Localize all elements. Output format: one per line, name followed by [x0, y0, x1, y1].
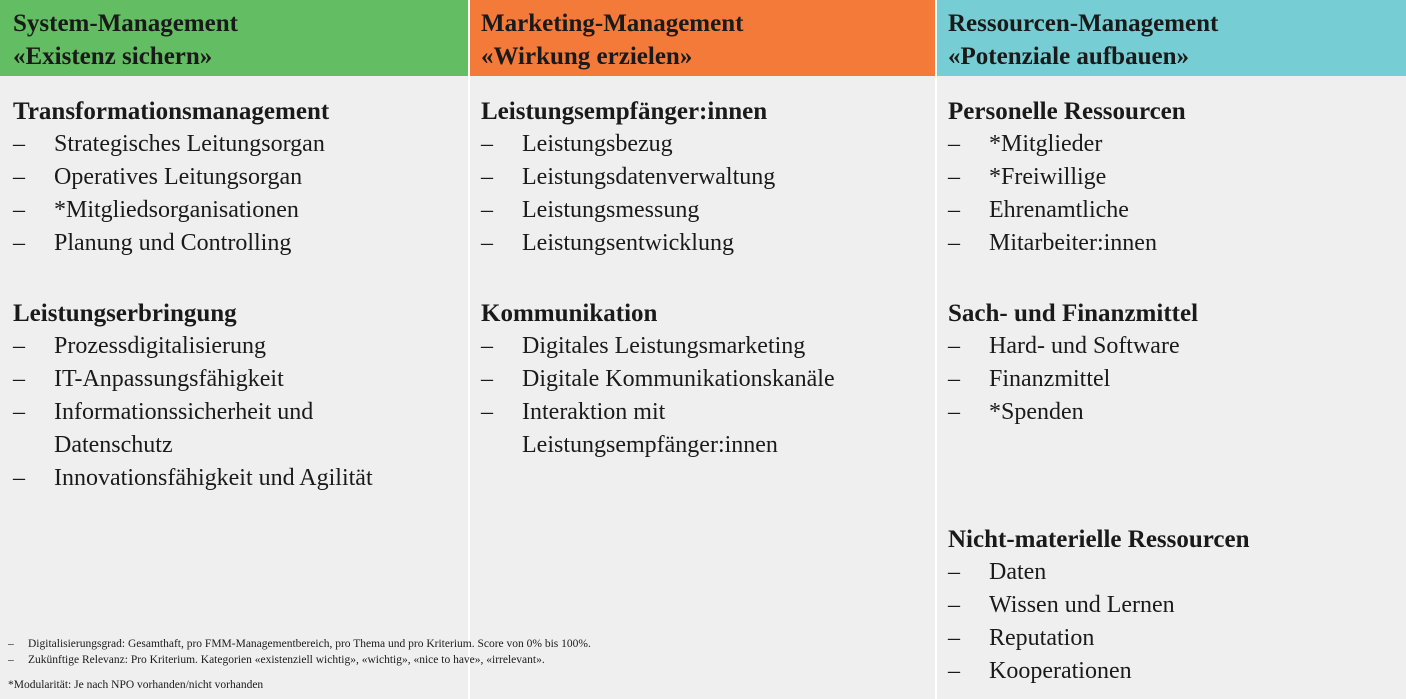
- column-ressourcen-management: [937, 0, 1406, 699]
- list-item: – Operatives Leitungsorgan: [13, 164, 303, 190]
- item-list: [13, 330, 373, 495]
- list-item: – Leistungsbezug: [481, 131, 673, 157]
- modularity-note: *Modularität: Je nach NPO vorhanden/nicht vorhanden: [8, 679, 264, 691]
- list-item: – *Mitgliedsorganisationen: [13, 197, 299, 223]
- list-item: – *Spenden: [948, 399, 1084, 425]
- section-kommunikation: [481, 297, 835, 462]
- section-title: Kommunikation: [481, 300, 658, 327]
- list-item: – Hard- und Software: [948, 333, 1180, 359]
- column-system-management: [0, 0, 468, 699]
- header-title: Ressourcen-Management: [948, 10, 1219, 37]
- footnote: – Zukünftige Relevanz: Pro Kriterium. Kategorien «existenziell wichtig», «wichtig», «nice to have», «irrelevant».: [8, 654, 545, 666]
- section-title: Sach- und Finanzmittel: [948, 300, 1199, 327]
- item-list: [948, 128, 1400, 260]
- section-title: Transformationsmanagement: [13, 98, 330, 125]
- item-list: [481, 330, 835, 462]
- list-item: – Planung und Controlling: [13, 230, 292, 256]
- item-list: [481, 128, 929, 260]
- column-header: [0, 0, 468, 76]
- section-nicht-materielle-ressourcen: [948, 523, 1400, 688]
- section-title: Leistungserbringung: [13, 300, 237, 327]
- footnote: – Digitalisierungsgrad: Gesamthaft, pro FMM-Managementbereich, pro Thema und pro Kriterium. Score von 0% bis 100%.: [8, 638, 591, 650]
- list-item: – Leistungsmessung: [481, 197, 700, 223]
- list-item: – IT-Anpassungsfähigkeit: [13, 366, 284, 392]
- list-item: – Ehrenamtliche: [948, 197, 1129, 223]
- header-subtitle: «Existenz sichern»: [13, 43, 213, 70]
- list-item: – Strategisches Leitungsorgan: [13, 131, 325, 157]
- section-sach-finanzmittel: [948, 297, 1400, 429]
- header-title: System-Management: [13, 10, 238, 37]
- list-item: – Interaktion mit Leistungsempfänger:innen: [481, 399, 778, 458]
- section-transformationsmanagement: [13, 95, 462, 260]
- section-title: Leistungsempfänger:innen: [481, 98, 768, 125]
- section-title: Personelle Ressourcen: [948, 98, 1186, 125]
- header-subtitle: «Wirkung erzielen»: [481, 43, 693, 70]
- column-header: [470, 0, 935, 76]
- list-item: – Digitales Leistungsmarketing: [481, 333, 806, 359]
- list-item: – Wissen und Lernen: [948, 592, 1175, 618]
- column-header: [937, 0, 1406, 76]
- header-subtitle: «Potenziale aufbauen»: [948, 43, 1189, 70]
- list-item: – *Freiwillige: [948, 164, 1107, 190]
- list-item: – Mitarbeiter:innen: [948, 230, 1157, 256]
- list-item: – Kooperationen: [948, 658, 1132, 684]
- item-list: [948, 556, 1400, 688]
- list-item: – Daten: [948, 559, 1047, 585]
- column-marketing-management: [470, 0, 935, 699]
- list-item: – Digitale Kommunikationskanäle: [481, 366, 835, 392]
- list-item: – Innovationsfähigkeit und Agilität: [13, 465, 373, 491]
- list-item: – Leistungsentwicklung: [481, 230, 734, 256]
- section-leistungsempfaenger: [481, 95, 929, 260]
- list-item: – Finanzmittel: [948, 366, 1111, 392]
- list-item: – Prozessdigitalisierung: [13, 333, 266, 359]
- section-personelle-ressourcen: [948, 95, 1400, 260]
- footnotes: [8, 636, 908, 693]
- list-item: – Informationssicherheit und Datenschutz: [13, 399, 314, 458]
- item-list: [948, 330, 1400, 429]
- section-leistungserbringung: [13, 297, 373, 495]
- list-item: – *Mitglieder: [948, 131, 1103, 157]
- item-list: [13, 128, 462, 260]
- header-title: Marketing-Management: [481, 10, 744, 37]
- section-title: Nicht-materielle Ressourcen: [948, 526, 1250, 553]
- list-item: – Leistungsdatenverwaltung: [481, 164, 776, 190]
- list-item: – Reputation: [948, 625, 1095, 651]
